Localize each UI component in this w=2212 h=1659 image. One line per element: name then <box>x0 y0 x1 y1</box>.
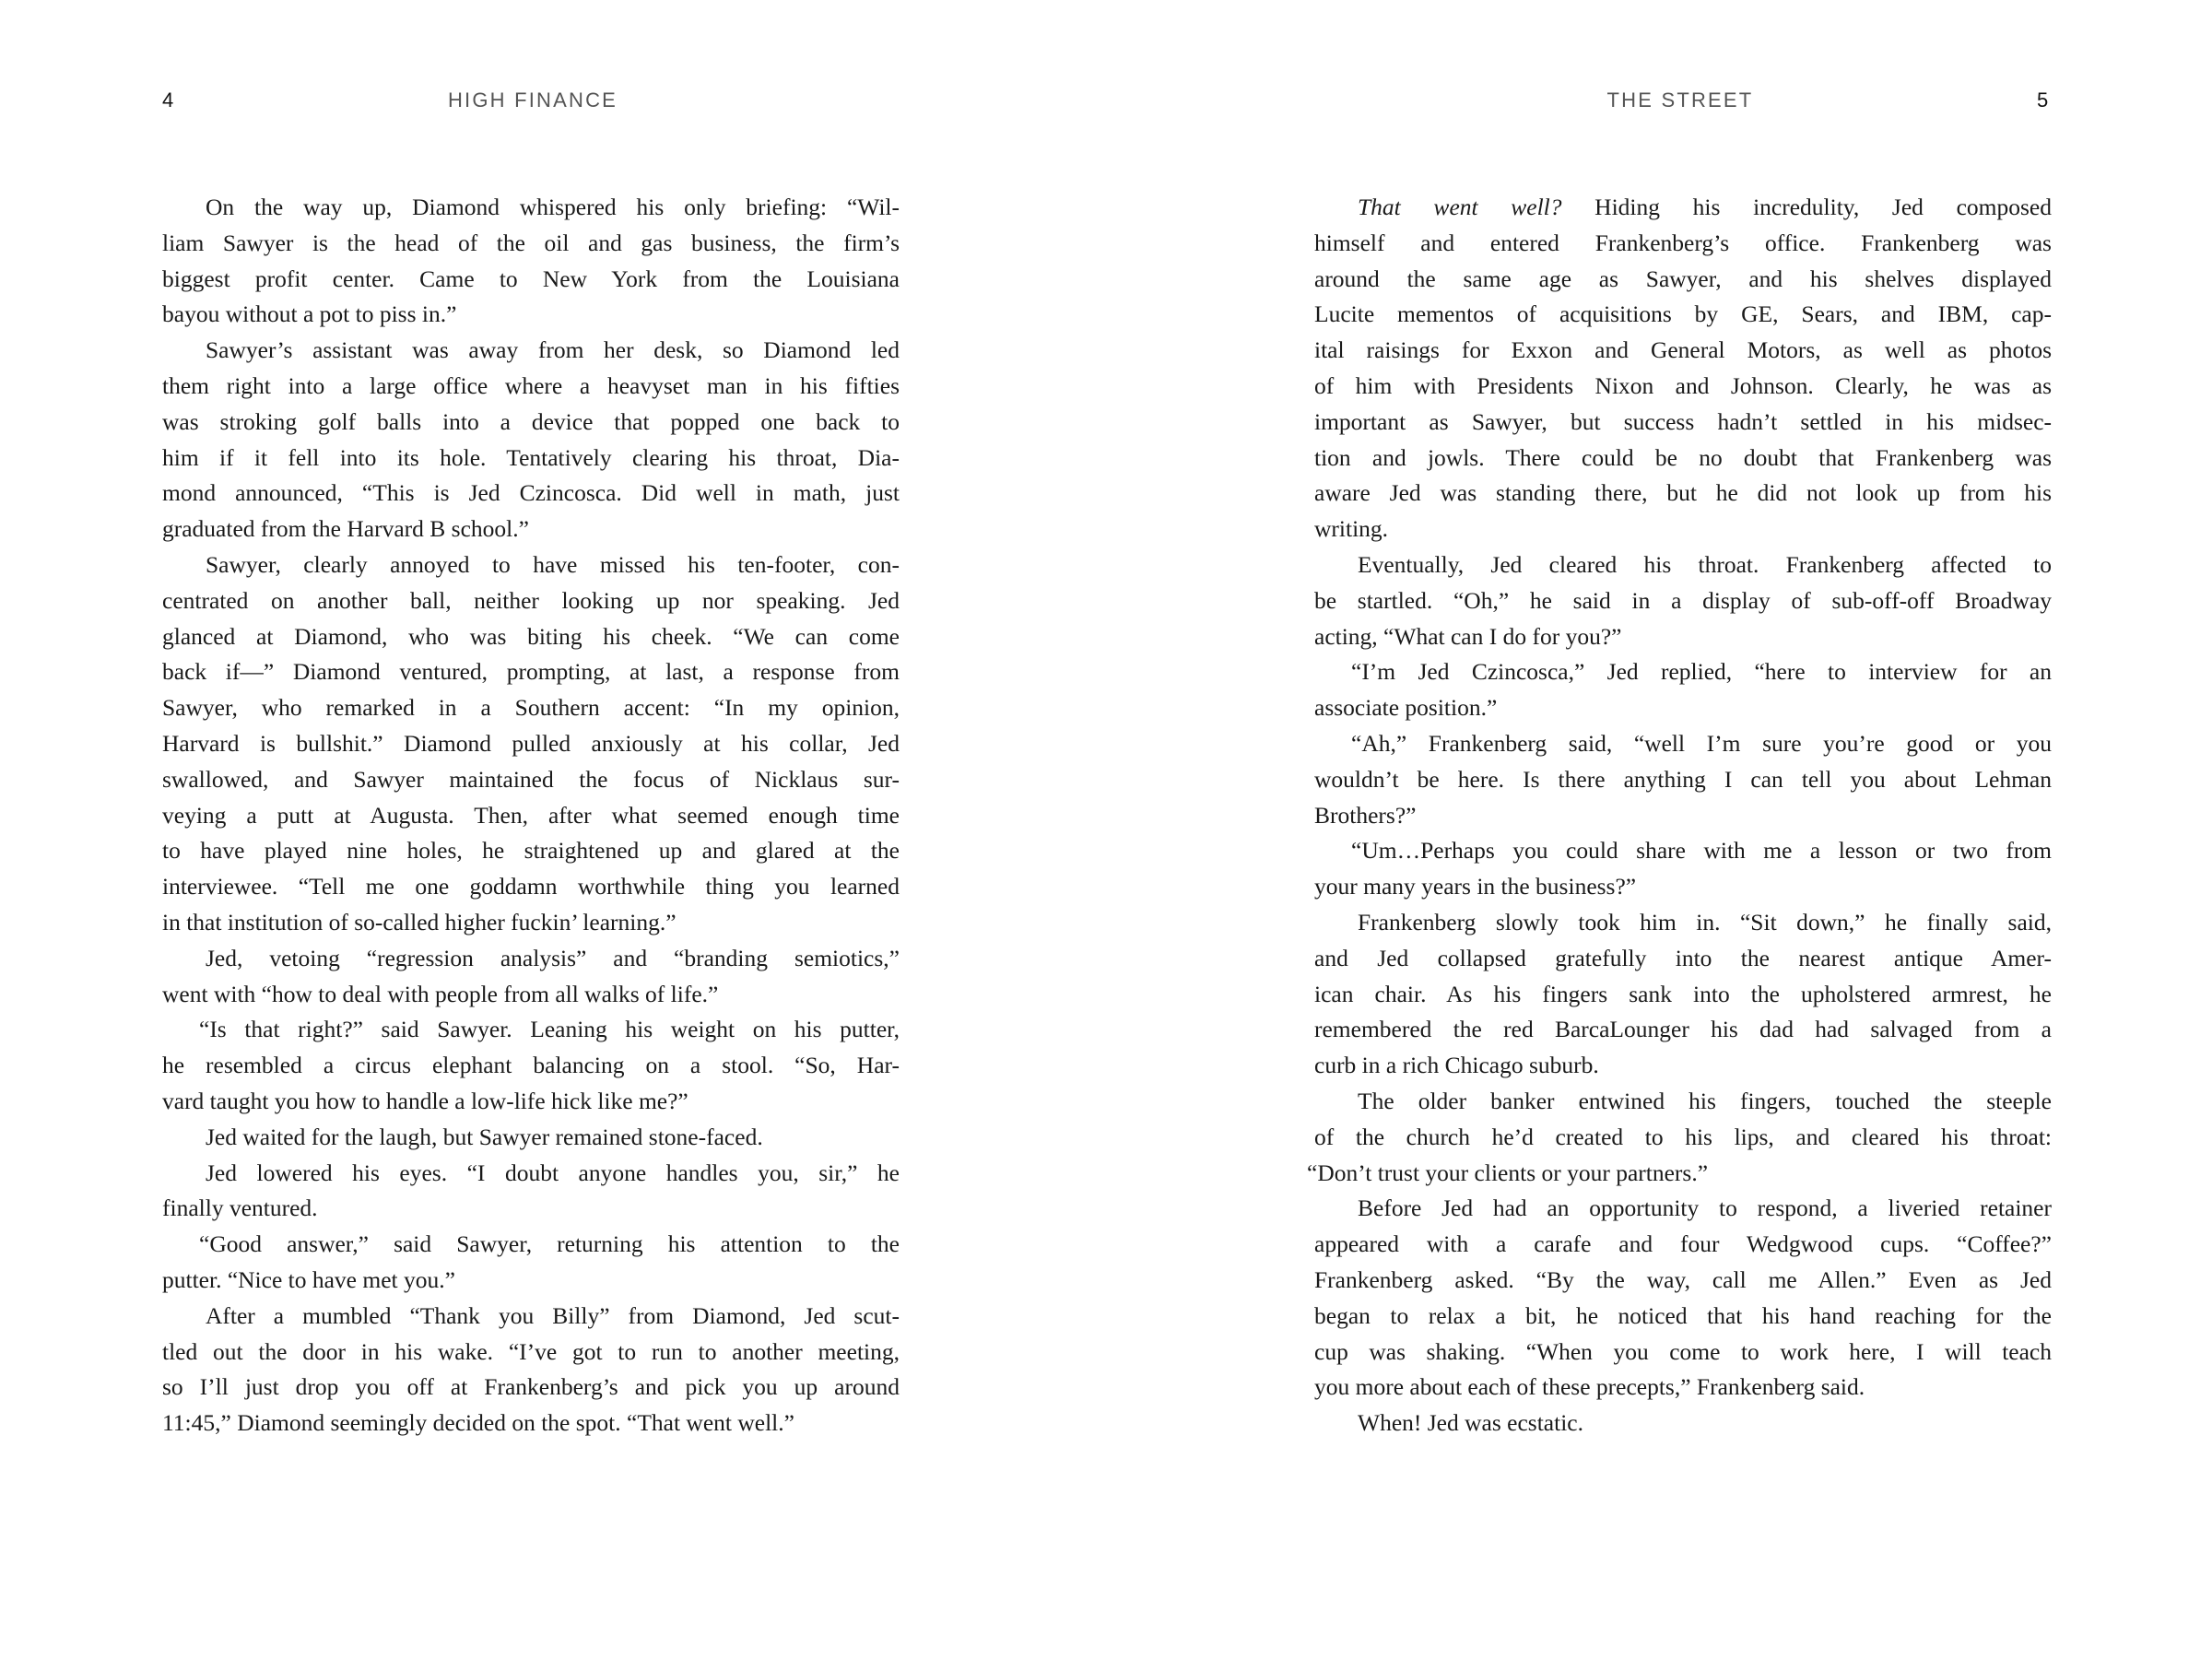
text-line: mond announced, “This is Jed Czincosca. Did well in math, just <box>162 479 900 507</box>
text-line: Lucite mementos of acquisitions by GE, Sears, and IBM, cap- <box>1314 300 2052 328</box>
text-line: Sawyer, who remarked in a Southern accent: “In my opinion, <box>162 694 900 722</box>
text-line: 11:45,” Diamond seemingly decided on the spot. “That went well.” <box>162 1409 794 1437</box>
page-number: 5 <box>2037 88 2049 112</box>
text-line: around the same age as Sawyer, and his shelves displayed <box>1314 265 2052 292</box>
paragraph <box>1314 1191 2052 1406</box>
text-line: went with “how to deal with people from all walks of life.” <box>162 980 719 1007</box>
text-line: putter. “Nice to have met you.” <box>162 1265 455 1293</box>
italic-text: That went well? <box>1358 194 1562 220</box>
paragraph <box>1314 654 2052 726</box>
text-line: began to relax a bit, he noticed that his hand reaching for the <box>1314 1301 2052 1329</box>
text-line: to have played nine holes, he straightened up and glared at the <box>162 837 900 865</box>
text-line: vard taught you how to handle a low-life hick like me?” <box>162 1087 688 1114</box>
text-line: The older banker entwined his fingers, touched the steeple <box>1358 1087 2052 1114</box>
paragraph <box>1314 833 2052 905</box>
text-line: them right into a large office where a heavyset man in his fifties <box>162 371 900 399</box>
text-line: bayou without a pot to piss in.” <box>162 300 457 328</box>
text-line: centrated on another ball, neither looking up nor speaking. Jed <box>162 586 900 614</box>
text-line: “Don’t trust your clients or your partners.” <box>1307 1159 1709 1186</box>
text-line: Jed, vetoing “regression analysis” and “branding semiotics,” <box>206 944 900 971</box>
text-line: be startled. “Oh,” he said in a display of sub-off-off Broadway <box>1314 586 2052 614</box>
text-line: biggest profit center. Came to New York from the Louisiana <box>162 265 900 292</box>
text-line: himself and entered Frankenberg’s office. Frankenberg was <box>1314 229 2052 256</box>
text-line: Jed lowered his eyes. “I doubt anyone handles you, sir,” he <box>206 1159 900 1186</box>
text-line: cup was shaking. “When you come to work here, I will teach <box>1314 1337 2052 1365</box>
paragraph <box>162 1120 900 1156</box>
paragraph <box>1314 547 2052 654</box>
text-line: tled out the door in his wake. “I’ve got to run to another meeting, <box>162 1337 900 1365</box>
text-line: important as Sawyer, but success hadn’t settled in his midsec- <box>1314 407 2052 435</box>
page-number: 4 <box>162 88 174 112</box>
text-line: interviewee. “Tell me one goddamn worthwhile thing you learned <box>162 873 900 900</box>
text-line: “I’m Jed Czincosca,” Jed replied, “here to interview for an <box>1351 658 2052 686</box>
text-line: writing. <box>1314 515 1389 543</box>
right-page <box>1106 0 2212 1659</box>
text-line: “Is that right?” said Sawyer. Leaning his weight on his putter, <box>199 1016 900 1043</box>
text-line: veying a putt at Augusta. Then, after what seemed enough time <box>162 801 900 829</box>
text-line: of the church he’d created to his lips, and cleared his throat: <box>1314 1123 2052 1150</box>
text-line: wouldn’t be here. Is there anything I can tell you about Lehman <box>1314 765 2052 793</box>
text-line: him if it fell into its hole. Tentatively clearing his throat, Dia- <box>162 443 900 471</box>
text-line: was stroking golf balls into a device that popped one back to <box>162 407 900 435</box>
text-line: Eventually, Jed cleared his throat. Frankenberg affected to <box>1358 550 2052 578</box>
text-line: remembered the red BarcaLounger his dad had salvaged from a <box>1314 1016 2052 1043</box>
text-line: ican chair. As his fingers sank into the upholstered armrest, he <box>1314 980 2052 1007</box>
text-line: Sawyer’s assistant was away from her desk, so Diamond led <box>206 336 900 364</box>
text-line: tion and jowls. There could be no doubt that Frankenberg was <box>1314 443 2052 471</box>
paragraph <box>1314 190 2052 547</box>
text-line: “Ah,” Frankenberg said, “well I’m sure you’re good or you <box>1351 729 2052 757</box>
paragraph <box>1314 905 2052 1084</box>
text-line: appeared with a carafe and four Wedgwood cups. “Coffee?” <box>1314 1230 2052 1258</box>
text-line: aware Jed was standing there, but he did not look up from his <box>1314 479 2052 507</box>
text-line: “Good answer,” said Sawyer, returning his attention to the <box>199 1230 900 1258</box>
running-head: HIGH FINANCE <box>447 88 618 112</box>
text-line: associate position.” <box>1314 694 1498 722</box>
text-line: Brothers?” <box>1314 801 1417 829</box>
text-line: so I’ll just drop you off at Frankenberg’s and pick you up around <box>162 1373 900 1401</box>
body-text <box>1307 190 2052 1441</box>
text-line: When! Jed was ecstatic. <box>1358 1409 1583 1437</box>
paragraph <box>1314 726 2052 833</box>
paragraph <box>162 1299 900 1441</box>
text-line: On the way up, Diamond whispered his only briefing: “Wil- <box>206 194 900 220</box>
text-line: swallowed, and Sawyer maintained the focus of Nicklaus sur- <box>162 765 900 793</box>
text-line: Jed waited for the laugh, but Sawyer remained stone-faced. <box>206 1123 763 1150</box>
text-line: and Jed collapsed gratefully into the nearest antique Amer- <box>1314 944 2052 971</box>
text-line: acting, “What can I do for you?” <box>1314 622 1622 650</box>
text-line: glanced at Diamond, who was biting his cheek. “We can come <box>162 622 900 650</box>
text-line: you more about each of these precepts,” Frankenberg said. <box>1314 1373 1865 1401</box>
paragraph <box>162 333 900 547</box>
paragraph <box>162 1012 900 1119</box>
paragraph <box>162 190 900 333</box>
text-line: in that institution of so-called higher fuckin’ learning.” <box>162 908 677 935</box>
text-line: Before Jed had an opportunity to respond, a liveried retainer <box>1358 1194 2052 1222</box>
text-line: back if—” Diamond ventured, prompting, at last, a response from <box>162 658 900 686</box>
paragraph <box>162 1227 900 1299</box>
text-line: your many years in the business?” <box>1314 873 1637 900</box>
text-line <box>1314 190 2052 226</box>
text-segment: Hiding his incredulity, Jed composed <box>1561 194 2052 220</box>
body-text <box>162 190 900 1441</box>
paragraph <box>1307 1084 2052 1191</box>
text-line: finally ventured. <box>162 1194 318 1222</box>
text-line: “Um…Perhaps you could share with me a lesson or two from <box>1351 837 2052 865</box>
text-line: of him with Presidents Nixon and Johnson. Clearly, he was as <box>1314 371 2052 399</box>
text-line: curb in a rich Chicago suburb. <box>1314 1052 1599 1079</box>
paragraph <box>1314 1406 2052 1441</box>
text-line: Frankenberg asked. “By the way, call me Allen.” Even as Jed <box>1314 1265 2052 1293</box>
text-line: Frankenberg slowly took him in. “Sit down,” he finally said, <box>1358 908 2052 935</box>
paragraph <box>162 941 900 1013</box>
text-line: Sawyer, clearly annoyed to have missed his ten-footer, con- <box>206 550 900 578</box>
paragraph <box>162 1156 900 1228</box>
text-line: After a mumbled “Thank you Billy” from Diamond, Jed scut- <box>206 1301 900 1329</box>
running-head: THE STREET <box>1606 88 1754 112</box>
text-line: he resembled a circus elephant balancing on a stool. “So, Har- <box>162 1052 900 1079</box>
text-line: Harvard is bullshit.” Diamond pulled anxiously at his collar, Jed <box>162 729 900 757</box>
text-line: liam Sawyer is the head of the oil and gas business, the firm’s <box>162 229 900 256</box>
paragraph <box>162 547 900 941</box>
text-line: graduated from the Harvard B school.” <box>162 515 529 543</box>
text-line: ital raisings for Exxon and General Motors, as well as photos <box>1314 336 2052 364</box>
